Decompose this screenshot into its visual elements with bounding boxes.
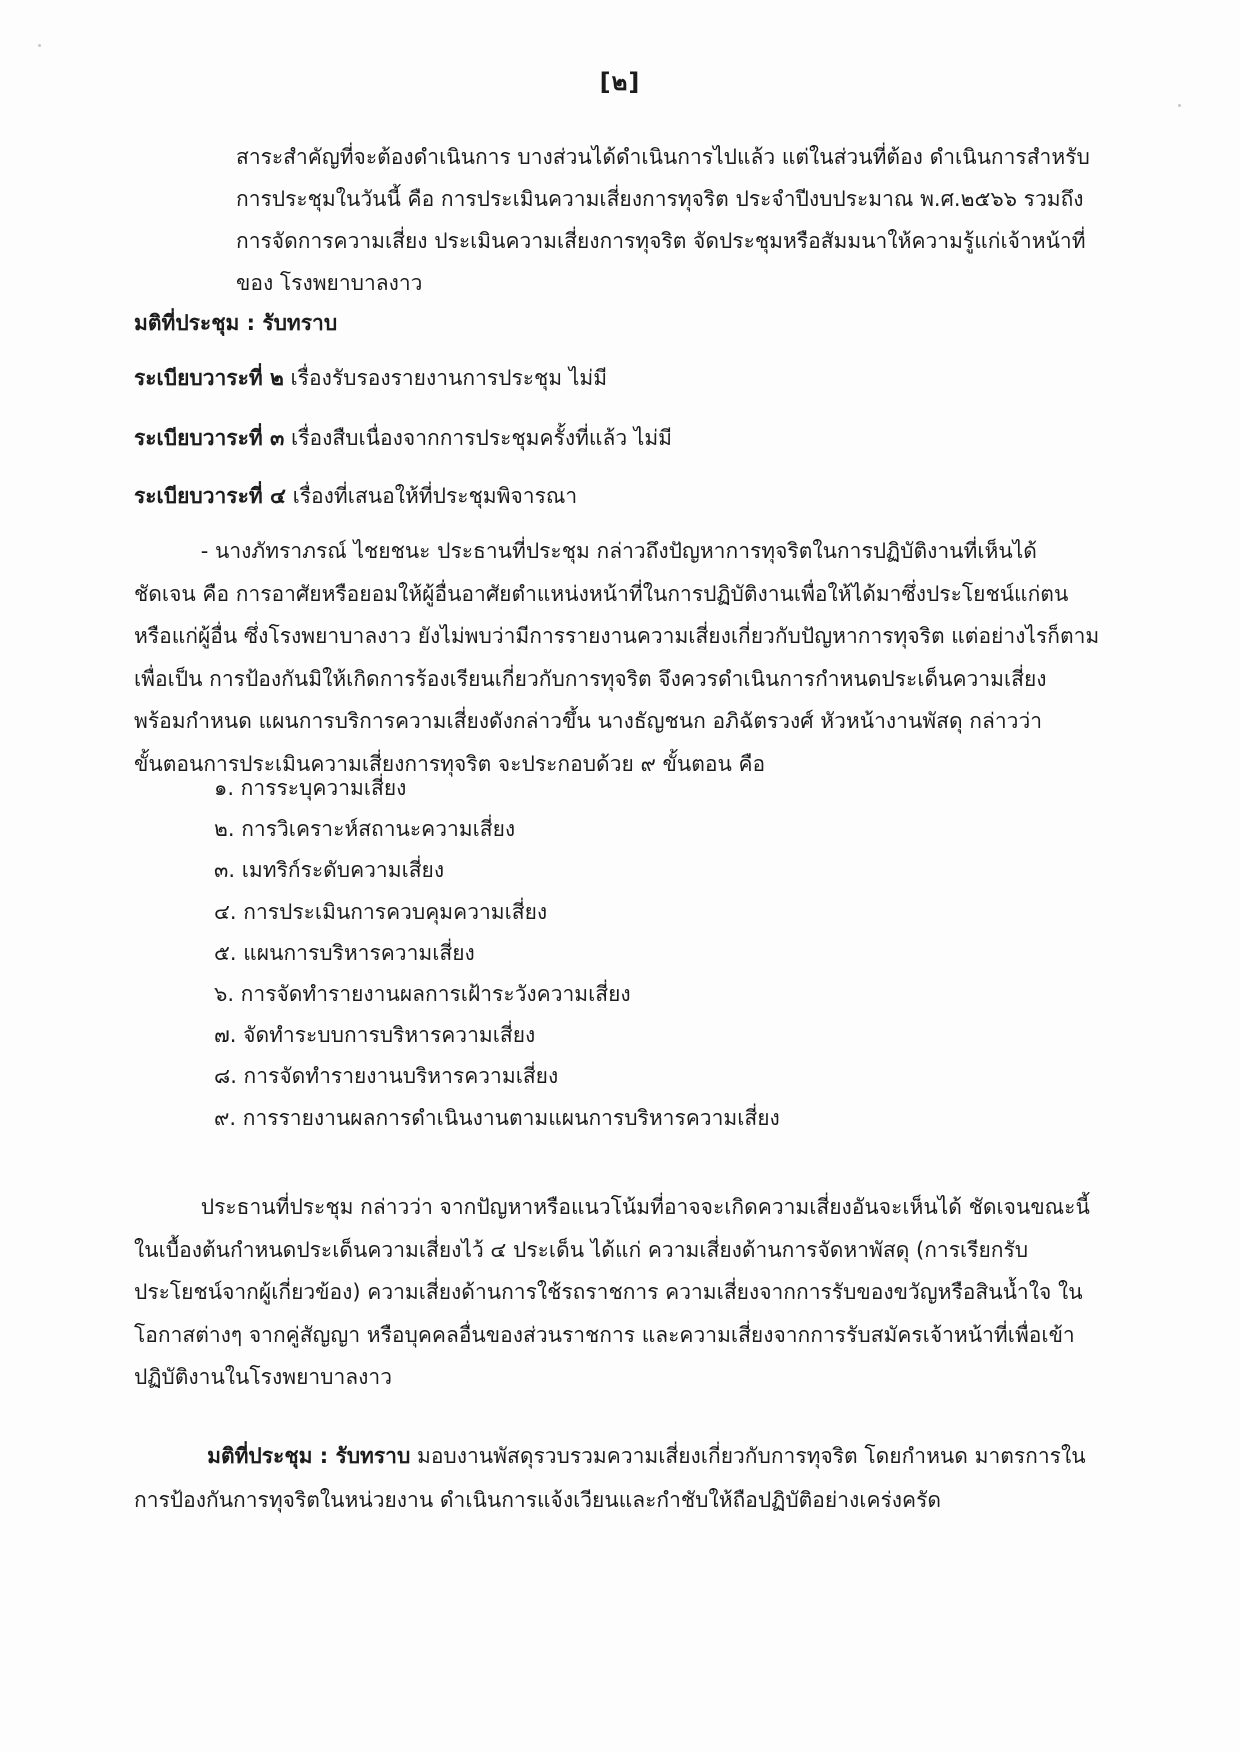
step-item: ๑. การระบุความเสี่ยง <box>214 776 407 800</box>
page-number: [๒] <box>599 68 641 96</box>
discussion-line: พร้อมกำหนด แผนการบริการความเสี่ยงดังกล่าวขึ้น นางธัญชนก อภิฉัตรวงศ์ หัวหน้างานพัสดุ กล่าวว่า <box>134 709 1043 733</box>
resolution-text: มอบงานพัสดุรวบรวมความเสี่ยงเกี่ยวกับการทุจริต โดยกำหนด มาตรการใน <box>410 1444 1086 1468</box>
discussion-line: ขั้นตอนการประเมินความเสี่ยงการทุจริต จะประกอบด้วย ๙ ขั้นตอน คือ <box>134 751 766 776</box>
agenda-label: ระเบียบวาระที่ ๔ <box>134 484 286 508</box>
agenda-item-2 <box>134 358 607 399</box>
step-item: ๒. การวิเคราะห์สถานะความเสี่ยง <box>214 817 516 842</box>
resolution-label: มติที่ประชุม : รับทราบ <box>134 1444 411 1468</box>
intro-line: การจัดการความเสี่ยง ประเมินความเสี่ยงการทุจริต จัดประชุมหรือสัมมนาให้ความรู้แก่เจ้าหน้าที่ <box>236 229 1086 253</box>
intro-paragraph <box>236 136 1116 304</box>
step-item: ๓. เมทริก์ระดับความเสี่ยง <box>214 858 445 883</box>
scan-speck <box>1178 104 1181 107</box>
resolution-2-line: การป้องกันการทุจริตในหน่วยงาน ดำเนินการแจ้งเวียนและกำชับให้ถือปฏิบัติอย่างเคร่งครัด <box>134 1488 941 1512</box>
chair-statement-paragraph <box>134 1186 1114 1399</box>
intro-line: ของ โรงพยาบาลงาว <box>236 271 423 295</box>
step-item: ๖. การจัดทำรายงานผลการเฝ้าระวังความเสี่ยง <box>214 982 631 1007</box>
chair-line: ประโยชน์จากผู้เกี่ยวข้อง) ความเสี่ยงด้านการใช้รถราชการ ความเสี่ยงจากการรับของขวัญหรือสินน้ำใจ ใน <box>134 1280 1083 1304</box>
resolution-2-line <box>134 1434 1114 1478</box>
step-item: ๘. การจัดทำรายงานบริหารความเสี่ยง <box>214 1064 559 1089</box>
resolution-1: มติที่ประชุม : รับทราบ <box>134 311 338 335</box>
chair-line: ปฏิบัติงานในโรงพยาบาลงาว <box>134 1365 392 1389</box>
risk-assessment-steps <box>214 768 780 1139</box>
agenda-text: เรื่องที่เสนอให้ที่ประชุมพิจารณา <box>285 484 578 508</box>
discussion-line: ชัดเจน คือ การอาศัยหรือยอมให้ผู้อื่นอาศัยตำแหน่งหน้าที่ในการปฏิบัติงานเพื่อให้ได้มาซึ่งประโยชน์แก่ตน <box>134 581 1069 606</box>
discussion-line: หรือแก่ผู้อื่น ซึ่งโรงพยาบาลงาว ยังไม่พบว่ามีการรายงานความเสี่ยงเกี่ยวกับปัญหาการทุจริต แต่อย่างไรก็ตาม <box>134 624 1100 648</box>
agenda-text: เรื่องสืบเนื่องจากการประชุมครั้งที่แล้ว ไม่มี <box>284 426 673 450</box>
agenda-item-4 <box>134 476 577 517</box>
step-item: ๗. จัดทำระบบการบริหารความเสี่ยง <box>214 1023 536 1048</box>
agenda-text: เรื่องรับรองรายงานการประชุม ไม่มี <box>283 366 608 390</box>
chair-line: โอกาสต่างๆ จากคู่สัญญา หรือบุคคลอื่นของส่วนราชการ และความเสี่ยงจากการรับสมัครเจ้าหน้าที่เพื่อเข้า <box>134 1322 1075 1347</box>
chair-line: ประธานที่ประชุม กล่าวว่า จากปัญหาหรือแนวโน้มที่อาจจะเกิดความเสี่ยงอันจะเห็นได้ ชัดเจนขณะนี้ <box>134 1195 1090 1219</box>
chair-line: ในเบื้องต้นกำหนดประเด็นความเสี่ยงไว้ ๔ ประเด็น ได้แก่ ความเสี่ยงด้านการจัดหาพัสดุ (การเรียกรับ <box>134 1237 1029 1262</box>
intro-line: การประชุมในวันนี้ คือ การประเมินความเสี่ยงการทุจริต ประจำปีงบประมาณ พ.ศ.๒๕๖๖ รวมถึง <box>236 187 1084 211</box>
discussion-paragraph <box>134 530 1104 785</box>
discussion-line: เพื่อเป็น การป้องกันมิให้เกิดการร้องเรียนเกี่ยวกับการทุจริต จึงควรดำเนินการกำหนดประเด็นความเสี่ยง <box>134 666 1047 691</box>
step-item: ๙. การรายงานผลการดำเนินงานตามแผนการบริหารความเสี่ยง <box>214 1105 780 1130</box>
intro-line: สาระสำคัญที่จะต้องดำเนินการ บางส่วนได้ดำเนินการไปแล้ว แต่ในส่วนที่ต้อง ดำเนินการสำหรับ <box>236 145 1090 169</box>
step-item: ๕. แผนการบริหารความเสี่ยง <box>214 940 475 965</box>
agenda-item-3 <box>134 418 672 459</box>
agenda-label: ระเบียบวาระที่ ๒ <box>134 366 284 390</box>
step-item: ๔. การประเมินการควบคุมความเสี่ยง <box>214 899 548 924</box>
scan-speck <box>38 44 41 47</box>
discussion-line: - นางภัทราภรณ์ ไชยชนะ ประธานที่ประชุม กล่าวถึงปัญหาการทุจริตในการปฏิบัติงานที่เห็นได้ <box>134 539 1037 563</box>
agenda-label: ระเบียบวาระที่ ๓ <box>134 426 285 450</box>
resolution-2 <box>134 1434 1114 1522</box>
